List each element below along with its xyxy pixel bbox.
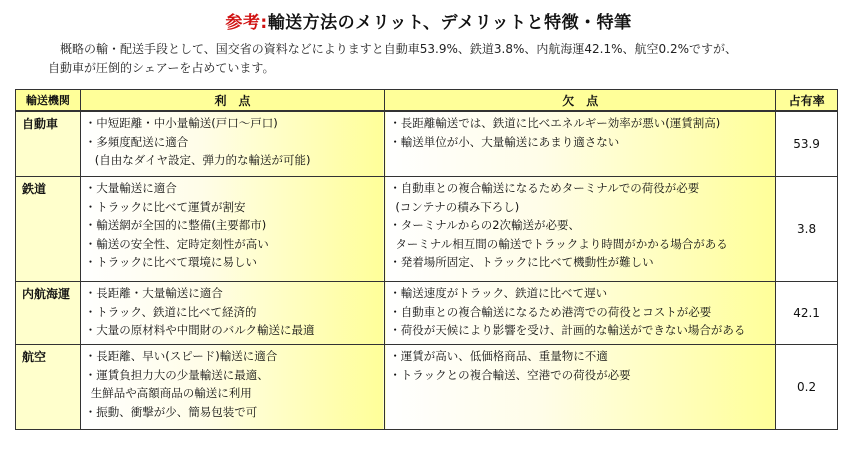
list-item: ・トラックとの複合輸送、空港での荷役が必要 <box>389 367 631 382</box>
list-item: ・荷役が天候により影響を受け、計画的な輸送ができない場合がある <box>389 323 746 337</box>
list-item: ・輸送単位が小、大量輸送にあまり適さない <box>389 134 620 149</box>
list-item: ・運賃が高い、低価格商品、重量物に不適 <box>389 349 608 363</box>
table-row <box>16 282 838 345</box>
cons-cell <box>385 282 776 345</box>
list-item: ・振動、衝撃が少、簡易包装で可 <box>84 404 258 419</box>
list-item: ・トラックに比べて運賃が割安 <box>84 199 246 214</box>
list-item: ・運賃負担力大の少量輸送に最適、 <box>84 367 269 382</box>
list-item: ・長距離、早い(スピード)輸送に適合 <box>84 349 278 363</box>
pros-cell <box>80 282 385 345</box>
pros-cell <box>80 111 385 177</box>
header-share: 占有率 <box>776 90 838 112</box>
cons-cell <box>385 111 776 177</box>
mode-cell: 自動車 <box>16 111 81 177</box>
transport-comparison-table <box>15 89 838 430</box>
list-item: (コンテナの積み下ろし) <box>395 199 520 214</box>
list-item: (自由なダイヤ設定、弾力的な輸送が可能) <box>94 153 311 167</box>
table-row <box>16 345 838 430</box>
list-item: ・長距離輸送では、鉄道に比べエネルギー効率が悪い(運賃割高) <box>389 116 721 130</box>
intro-line-1: 概略の輸・配送手段として、国交省の資料などによりますと自動車53.9%、鉄道3.8%、内航海運42.1%、航空0.2%ですが、 <box>60 42 737 56</box>
list-item: ・輸送速度がトラック、鉄道に比べて遅い <box>389 286 608 300</box>
mode-cell: 鉄道 <box>16 177 81 282</box>
pros-cell <box>80 177 385 282</box>
cons-cell <box>385 345 776 430</box>
list-item: ・トラック、鉄道に比べて経済的 <box>84 304 257 319</box>
header-pros: 利 点 <box>80 90 385 112</box>
page-title <box>0 8 857 33</box>
pros-cell <box>80 345 385 430</box>
share-cell: 42.1 <box>776 282 838 345</box>
list-item: ターミナル相互間の輸送でトラックより時間がかかる場合がある <box>395 236 728 251</box>
list-item: ・大量輸送に適合 <box>84 181 177 195</box>
list-item: ・ターミナルからの2次輸送が必要、 <box>389 218 581 232</box>
table-row <box>16 111 838 177</box>
header-mode: 輸送機関 <box>16 90 81 112</box>
mode-cell: 航空 <box>16 345 81 430</box>
mode-cell: 内航海運 <box>16 282 81 345</box>
share-cell: 3.8 <box>776 177 838 282</box>
intro-line-2: 自動車が圧倒的シェアーを占めています。 <box>48 61 275 75</box>
header-cons: 欠 点 <box>385 90 776 112</box>
intro-paragraph <box>48 40 838 78</box>
list-item: ・中短距離・中小量輸送(戸口〜戸口) <box>84 116 278 130</box>
title-text: 輸送方法のメリット、デメリットと特徴・特筆 <box>267 13 632 33</box>
share-cell: 53.9 <box>776 111 838 177</box>
list-item: 生鮮品や高額商品の輸送に利用 <box>90 386 252 400</box>
list-item: ・自動車との複合輸送になるため港湾での荷役とコストが必要 <box>389 304 712 319</box>
table-header-row <box>16 90 838 112</box>
share-cell: 0.2 <box>776 345 838 430</box>
list-item: ・トラックに比べて環境に易しい <box>84 255 258 269</box>
list-item: ・輸送網が全国的に整備(主要都市) <box>84 218 267 232</box>
cons-cell <box>385 177 776 282</box>
list-item: ・長距離・大量輸送に適合 <box>84 286 223 300</box>
list-item: ・大量の原材料や中間財のバルク輸送に最適 <box>84 323 315 337</box>
table-row <box>16 177 838 282</box>
list-item: ・自動車との複合輸送になるためターミナルでの荷役が必要 <box>389 181 700 195</box>
list-item: ・発着場所固定、トラックに比べて機動性が難しい <box>389 255 654 269</box>
list-item: ・輸送の安全性、定時定刻性が高い <box>84 236 269 251</box>
title-prefix: 参考: <box>225 13 268 33</box>
list-item: ・多頻度配送に適合 <box>84 134 189 149</box>
